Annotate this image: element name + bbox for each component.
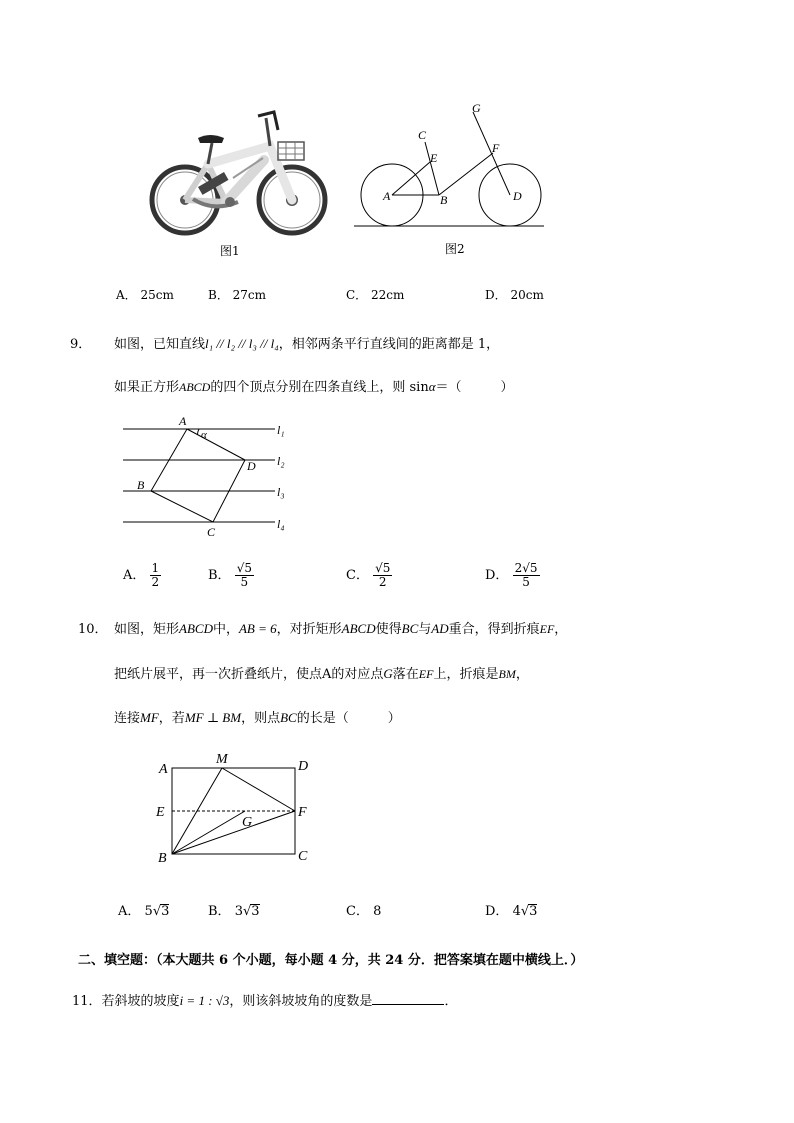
label-A: A xyxy=(159,762,168,777)
q9-figure xyxy=(115,412,295,542)
figure-2-diagram xyxy=(350,98,550,234)
label-l4: l₄ xyxy=(277,517,285,531)
label-B: B xyxy=(158,851,167,866)
q9-number: 9． xyxy=(70,337,92,352)
q11-line: 11．若斜坡的坡度i = 1 : √3，则该斜坡坡角的度数是 ． xyxy=(72,993,458,1009)
q9-option-b[interactable]: B． $\frac{√5}{5}$ xyxy=(208,561,252,589)
q8-option-c[interactable]: C． 22cm xyxy=(346,288,405,302)
label-F: F xyxy=(298,805,307,820)
label-l3: l₃ xyxy=(277,485,285,499)
q10-line-3: 连接MF，若MF ⊥ BM，则点BC的长是（ ） xyxy=(114,710,401,726)
q10-line-2: 把纸片展平，再一次折叠纸片，使点A的对应点G落在EF上，折痕是BM， xyxy=(114,666,529,682)
q9-option-d[interactable]: D． $\frac{2√5}{5}$ xyxy=(485,561,538,589)
label-E: E xyxy=(156,805,165,820)
label-G: G xyxy=(472,101,481,115)
label-F: F xyxy=(492,141,500,155)
label-D: D xyxy=(513,189,522,203)
q9-line-1: 如图，已知直线l₁ // l₂ // l₃ // l₄，相邻两条平行直线间的距离都是 1， xyxy=(114,336,500,352)
q8-option-d[interactable]: D． 20cm xyxy=(485,288,544,302)
q10-option-a[interactable]: A． 5√3 xyxy=(118,904,170,919)
label-C: C xyxy=(298,849,308,864)
label-B: B xyxy=(137,478,145,492)
label-G: G xyxy=(242,815,253,830)
label-D: D xyxy=(298,759,309,774)
q10-option-b[interactable]: B． 3√3 xyxy=(208,904,260,919)
q8-option-b[interactable]: B． 27cm xyxy=(208,288,267,302)
label-l1: l₁ xyxy=(277,423,285,437)
q10-number: 10． xyxy=(78,622,108,637)
figure-2-caption: 图2 xyxy=(445,242,465,256)
label-C: C xyxy=(207,525,216,539)
label-C: C xyxy=(418,128,427,142)
label-A: A xyxy=(383,189,391,203)
q10-line-1: 如图，矩形ABCD中，AB = 6，对折矩形ABCD使得BC与AD重合，得到折痕EF， xyxy=(114,621,568,637)
figure-1-caption: 图1 xyxy=(220,244,240,258)
bicycle-illustration xyxy=(138,104,330,236)
q10-option-d[interactable]: D． 4√3 xyxy=(485,904,538,919)
label-E: E xyxy=(430,151,438,165)
section-2-heading: 二、填空题：（本大题共 6 个小题，每小题 4 分，共 24 分．把答案填在题中横线上．） xyxy=(78,953,584,968)
label-M: M xyxy=(216,752,228,767)
label-alpha: α xyxy=(201,429,207,441)
q10-option-c[interactable]: C． 8 xyxy=(346,904,382,919)
label-A: A xyxy=(179,414,187,428)
label-l2: l₂ xyxy=(277,454,285,468)
q10-figure xyxy=(150,748,320,868)
q9-option-a[interactable]: A． $\frac{1}{2}$ xyxy=(123,561,160,589)
q8-option-a[interactable]: A． 25cm xyxy=(116,288,174,302)
q11-answer-blank[interactable] xyxy=(372,992,444,1005)
label-B: B xyxy=(440,193,448,207)
label-D: D xyxy=(247,459,256,473)
q9-option-c[interactable]: C． $\frac{√5}{2}$ xyxy=(346,561,391,589)
q9-line-2: 如果正方形ABCD的四个顶点分别在四条直线上，则 sinα＝（ ） xyxy=(114,379,514,395)
